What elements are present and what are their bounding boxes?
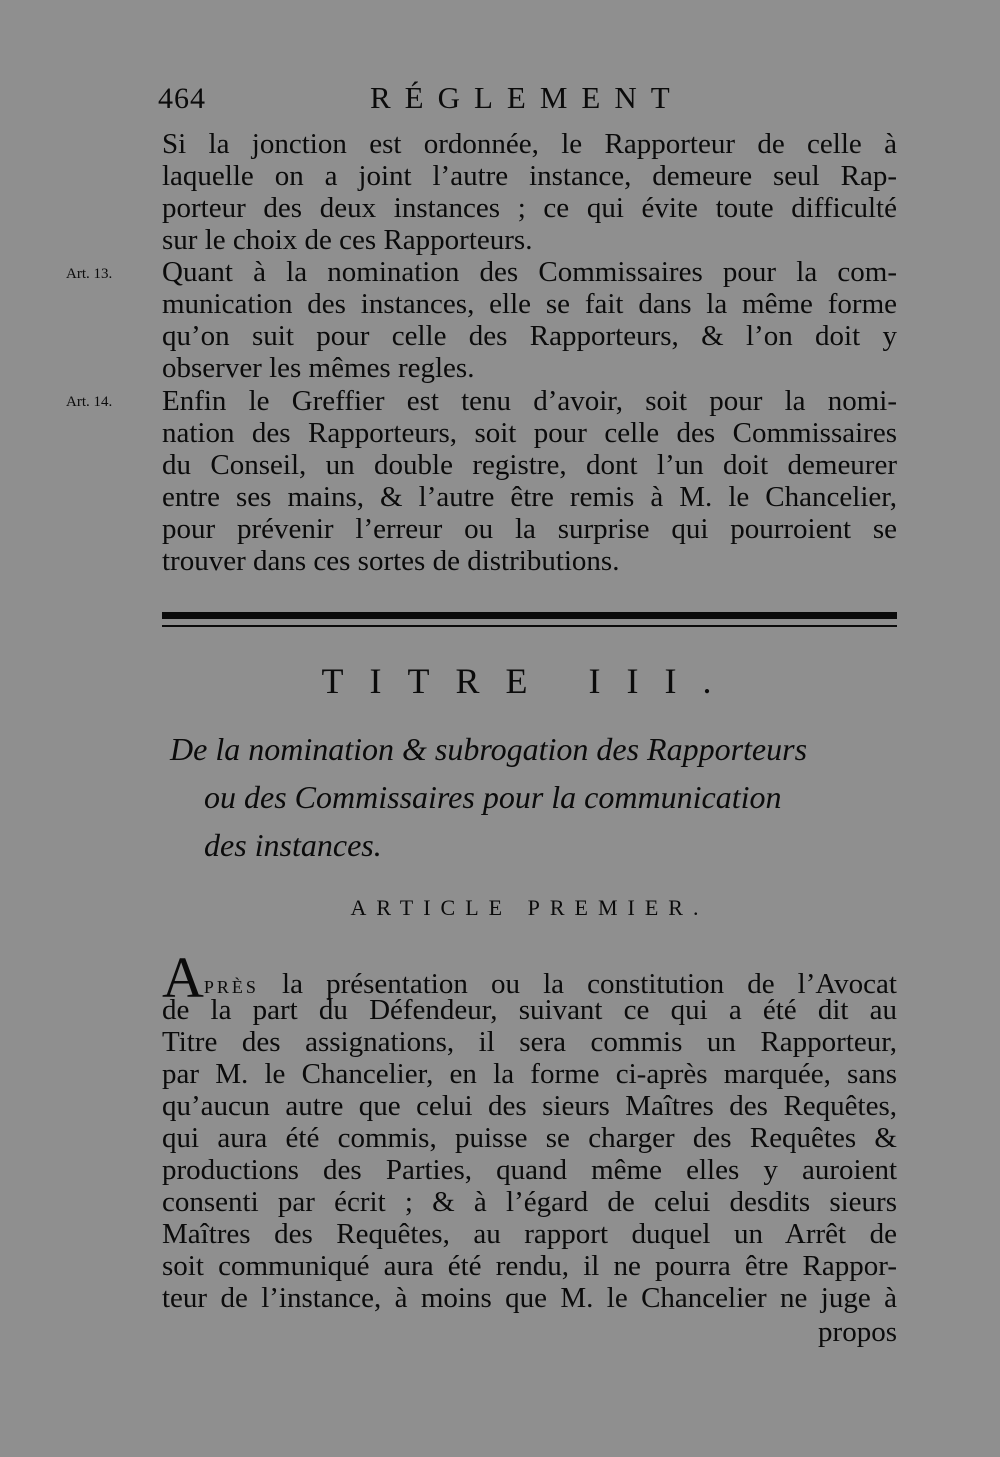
section-title: TITRE III.: [321, 661, 738, 701]
margin-note-art-13: Art. 13.: [66, 266, 113, 282]
text-line: qui aura été commis, puisse se charger des Requêtes &: [162, 1122, 897, 1154]
text-line: observer les mêmes regles.: [162, 352, 475, 384]
text-line: du Conseil, un double registre, dont l’un doit demeurer: [162, 449, 897, 481]
text-line: Titre des assignations, il sera commis un Rapporteur,: [162, 1026, 897, 1058]
page-header: [155, 80, 895, 120]
text-line: laquelle on a joint l’autre instance, demeure seul Rap-: [162, 160, 897, 192]
text-line: qu’on suit pour celle des Rapporteurs, & l’on doit y: [162, 320, 897, 352]
text-line: sur le choix de ces Rapporteurs.: [162, 224, 533, 256]
text-line: pour prévenir l’erreur ou la surprise qui pourroient se: [162, 513, 897, 545]
section-subtitle-line: ou des Commissaires pour la communication: [204, 779, 782, 815]
text-line: productions des Parties, quand même elles y auroient: [162, 1154, 897, 1186]
text-line: par M. le Chancelier, en la forme ci-après marquée, sans: [162, 1058, 897, 1090]
text-line: munication des instances, elle se fait dans la même forme: [162, 288, 897, 320]
text-line: consenti par écrit ; & à l’égard de celui desdits sieurs: [162, 1186, 897, 1218]
text-line: de la part du Défendeur, suivant ce qui a été dit au: [162, 994, 897, 1026]
small-caps: PRÈS: [203, 977, 259, 997]
catchword: propos: [818, 1316, 897, 1348]
text-line: nation des Rapporteurs, soit pour celle des Commissaires: [162, 417, 897, 449]
text-line: Si la jonction est ordonnée, le Rapporteur de celle à: [162, 128, 897, 160]
ornament-rule-thick: [162, 612, 897, 619]
running-head: RÉGLEMENT: [370, 80, 684, 115]
drop-cap: A: [162, 945, 204, 1010]
text-line: porteur des deux instances ; ce qui évite toute difficulté: [162, 192, 897, 224]
text-line: entre ses mains, & l’autre être remis à M. le Chancelier,: [162, 481, 897, 513]
first-line-rest: la présentation ou la constitution de l’Avocat: [258, 968, 897, 1000]
text-line: soit communiqué aura été rendu, il ne pourra être Rappor-: [162, 1250, 897, 1282]
ornament-rule-thin: [162, 625, 897, 627]
article-heading: ARTICLE PREMIER.: [350, 895, 709, 920]
section-subtitle-line: De la nomination & subrogation des Rapporteurs: [170, 731, 808, 767]
page-number: 464: [158, 82, 206, 115]
margin-note-art-14: Art. 14.: [66, 394, 113, 410]
section-subtitle-line: des instances.: [204, 827, 382, 863]
text-line: Maîtres des Requêtes, au rapport duquel un Arrêt de: [162, 1218, 897, 1250]
text-line: qu’aucun autre que celui des sieurs Maîtres des Requêtes,: [162, 1090, 897, 1122]
text-line: Enfin le Greffier est tenu d’avoir, soit pour la nomi-: [162, 385, 897, 417]
text-line: teur de l’instance, à moins que M. le Chancelier ne juge à: [162, 1282, 897, 1314]
text-line: trouver dans ces sortes de distributions.: [162, 545, 620, 577]
text-line: Quant à la nomination des Commissaires pour la com-: [162, 256, 897, 288]
